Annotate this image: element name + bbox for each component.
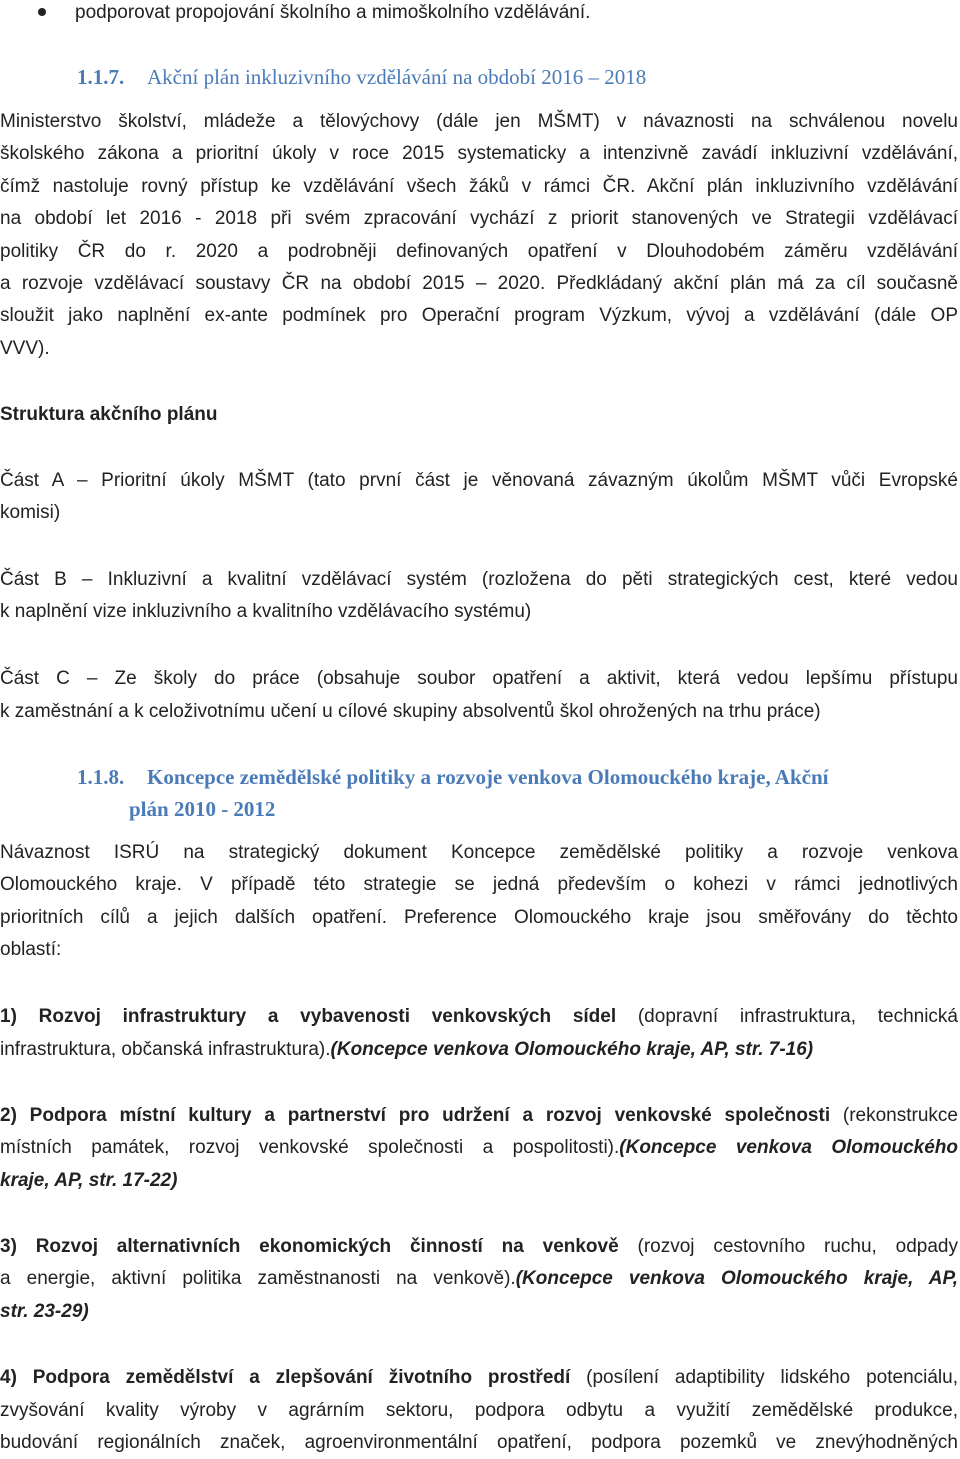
part-a-line: Část A – Prioritní úkoly MŠMT (tato první část je věnovaná závazným úkolům MŠMT vůči Evropské xyxy=(0,470,958,491)
section-number: 1.1.7. xyxy=(77,65,125,89)
priority-reference: (Koncepce venkova Olomouckého kraje, AP, xyxy=(515,1268,958,1289)
priority-2-line xyxy=(0,1132,958,1164)
priority-4-line xyxy=(0,1362,958,1394)
section-heading-117 xyxy=(77,61,957,93)
section-heading-118 xyxy=(77,761,957,793)
paragraph-line: čímž nastoluje rovný přístup ke vzdělávání všech žáků v rámci ČR. Akční plán inkluzivního vzdělávání xyxy=(0,176,958,197)
priority-reference: kraje, AP, str. 17-22) xyxy=(0,1170,178,1191)
priority-3-line xyxy=(0,1296,958,1328)
part-b-line: Část B – Inkluzivní a kvalitní vzdělávací systém (rozložena do pěti strategických cest, které vedou xyxy=(0,569,958,590)
part-c-line: k zaměstnání a k celoživotnímu učení u cílové skupiny absolventů škol ohrožených na trhu práce) xyxy=(0,701,821,722)
part-a-line: komisi) xyxy=(0,502,61,523)
part-b-line: k naplnění vize inkluzivního a kvalitního vzdělávacího systému) xyxy=(0,601,532,622)
structure-heading: Struktura akčního plánu xyxy=(0,404,218,425)
paragraph-line: a rozvoje vzdělávací soustavy ČR na období 2015 – 2020. Předkládaný akční plán má za cíl současně xyxy=(0,273,958,294)
paragraph-line: oblastí: xyxy=(0,939,62,960)
priority-1-line xyxy=(0,1034,958,1066)
paragraph-line: politiky ČR do r. 2020 a podrobněji definovaných opatření v Dlouhodobém záměru vzdělávání xyxy=(0,241,958,262)
priority-title: 2) Podpora místní kultury a partnerství pro udržení a rozvoj venkovské společnosti xyxy=(0,1105,831,1126)
section-title-cont: plán 2010 - 2012 xyxy=(129,797,276,821)
paragraph-line: školského zákona a prioritní úkoly v roce 2015 systematicky a intenzivně zavádí inkluzivní vzdělávání, xyxy=(0,143,958,164)
priority-3-line xyxy=(0,1231,958,1263)
paragraph-line: prioritních cílů a jejich dalších opatření. Preference Olomouckého kraje jsou směřovány do těchto xyxy=(0,907,958,928)
priority-detail: (dopravní infrastruktura, technická xyxy=(616,1006,958,1027)
paragraph-line: Ministerstvo školství, mládeže a tělovýchovy (dále jen MŠMT) v návaznosti na schválenou novelu xyxy=(0,111,958,132)
priority-title: 1) Rozvoj infrastruktury a vybavenosti venkovských sídel xyxy=(0,1006,617,1027)
paragraph-line: Návaznost ISRÚ na strategický dokument Koncepce zemědělské politiky a rozvoje venkova xyxy=(0,842,958,863)
priority-detail: (rekonstrukce xyxy=(830,1105,958,1126)
priority-detail: místních památek, rozvoj venkovské společnosti a pospolitosti). xyxy=(0,1137,620,1158)
priority-reference: (Koncepce venkova Olomouckého kraje, AP, str. 7-16) xyxy=(330,1039,814,1060)
part-c-line: Část C – Ze školy do práce (obsahuje soubor opatření a aktivit, která vedou lepšímu přístupu xyxy=(0,668,958,689)
priority-detail: a energie, aktivní politika zaměstnanosti na venkově). xyxy=(0,1268,516,1289)
section-title: Akční plán inkluzivního vzdělávání na období 2016 – 2018 xyxy=(147,65,647,89)
priority-detail: (rozvoj cestovního ruchu, odpady xyxy=(618,1236,958,1257)
priority-4-line: zvyšování kvality výroby v agrárním sektoru, podpora odbytu a využití zemědělské produkce, xyxy=(0,1400,958,1421)
paragraph-line: sloužit jako naplnění ex-ante podmínek pro Operační program Výzkum, vývoj a vzdělávání (dále OP xyxy=(0,305,958,326)
priority-title: 4) Podpora zemědělství a zlepšování životního prostředí xyxy=(0,1367,571,1388)
section-title: Koncepce zemědělské politiky a rozvoje venkova Olomouckého kraje, Akční xyxy=(147,765,829,789)
priority-detail: infrastruktura, občanská infrastruktura). xyxy=(0,1039,331,1060)
priority-1-line xyxy=(0,1001,958,1033)
priority-3-line xyxy=(0,1263,958,1295)
section-heading-118-cont xyxy=(129,793,949,825)
priority-reference: (Koncepce venkova Olomouckého xyxy=(619,1137,959,1158)
priority-detail: (posílení adaptibility lidského potenciálu, xyxy=(570,1367,958,1388)
paragraph-line: na období let 2016 - 2018 při svém zpracování vychází z priorit stanovených ve Strategii vzdělávací xyxy=(0,208,958,229)
section-number: 1.1.8. xyxy=(77,765,125,789)
priority-title: 3) Rozvoj alternativních ekonomických činností na venkově xyxy=(0,1236,619,1257)
paragraph-line: Olomouckého kraje. V případě této strategie se jedná především o kohezi v rámci jednotlivých xyxy=(0,874,958,895)
paragraph-line: VVV). xyxy=(0,338,50,359)
priority-2-line xyxy=(0,1165,958,1197)
bullet-text: podporovat propojování školního a mimoškolního vzdělávání. xyxy=(75,2,591,23)
priority-2-line xyxy=(0,1100,958,1132)
bullet-dot xyxy=(38,8,46,16)
priority-4-line: budování regionálních značek, agroenvironmentální opatření, podpora pozemků ve znevýhodněných xyxy=(0,1432,958,1453)
priority-reference: str. 23-29) xyxy=(0,1301,89,1322)
